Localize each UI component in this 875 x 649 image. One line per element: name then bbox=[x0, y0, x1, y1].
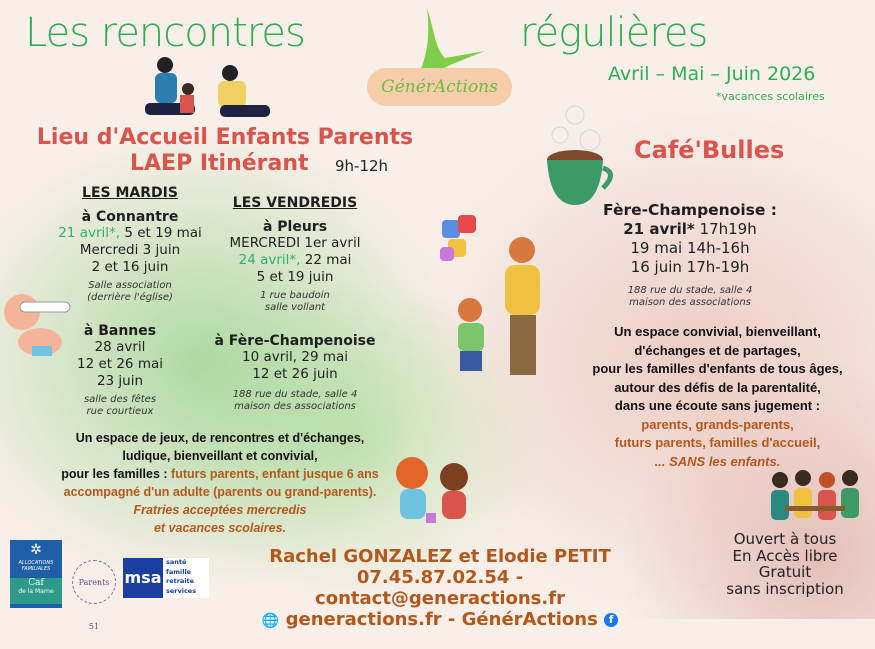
date-text: 5 et 19 juin bbox=[256, 269, 334, 285]
period: Avril – Mai – Juin 2026 bbox=[608, 63, 816, 85]
hummingbird-icon bbox=[365, 3, 515, 73]
date-text: 22 mai bbox=[300, 252, 352, 268]
date-text: Mercredi 3 juin bbox=[79, 242, 181, 258]
desc-line: accompagné d'un adulte (parents ou grand-parents). bbox=[63, 485, 377, 499]
access-line: sans inscription bbox=[726, 579, 844, 598]
desc-line: Un espace de jeux, de rencontres et d'échanges, bbox=[75, 431, 365, 445]
place-fere: à Fère-Champenoise bbox=[214, 333, 376, 349]
date-text: 5 et 19 mai bbox=[120, 225, 202, 241]
date-text: 28 avril bbox=[94, 339, 146, 355]
family-illustration bbox=[140, 55, 280, 125]
address: maison des associations bbox=[629, 297, 751, 308]
caf-logo bbox=[10, 540, 62, 608]
desc-line: d'échanges et de partages, bbox=[634, 342, 801, 358]
heading-mardis: LES MARDIS bbox=[82, 185, 178, 201]
date-text: 17h19h bbox=[694, 220, 757, 238]
cafe-title: Café'Bulles bbox=[634, 136, 785, 164]
address: 188 rue du stade, salle 4 bbox=[627, 285, 753, 296]
heading-vendredis: LES VENDREDIS bbox=[232, 195, 358, 211]
place-pleurs: à Pleurs bbox=[262, 219, 328, 235]
kids-playing-illustration bbox=[392, 455, 482, 530]
place-connantre: à Connantre bbox=[81, 209, 179, 225]
caf-people-icon: ✲ bbox=[30, 542, 42, 558]
desc-line: ... SANS les enfants. bbox=[654, 453, 781, 469]
date-text: 12 et 26 juin bbox=[252, 366, 338, 382]
cafe-place: Fère-Champenoise : bbox=[602, 201, 778, 219]
facebook-icon[interactable]: f bbox=[604, 613, 618, 627]
access-line: En Accès libre bbox=[732, 546, 838, 565]
msa-text: retraite bbox=[166, 577, 195, 585]
holiday-date: 21 avril* bbox=[623, 220, 695, 238]
logo-text: GénérActions bbox=[367, 68, 512, 106]
holiday-note: *vacances scolaires bbox=[716, 90, 825, 103]
website-link[interactable]: generactions.fr - GénérActions bbox=[285, 609, 598, 630]
holiday-date: 21 avril*, bbox=[58, 225, 121, 241]
generactions-logo bbox=[365, 3, 515, 108]
desc-line: Un espace convivial, bienveillant, bbox=[614, 324, 821, 339]
desc-line: dans une écoute sans jugement : bbox=[614, 398, 821, 413]
desc-line: ludique, bienveillant et convivial, bbox=[122, 449, 318, 463]
title-left: Les rencontres bbox=[25, 10, 305, 56]
group-illustration bbox=[765, 468, 865, 528]
date-text: 12 et 26 mai bbox=[76, 356, 163, 372]
date-text: 10 avril, 29 mai bbox=[241, 349, 348, 365]
caf-text: Caf bbox=[28, 578, 44, 588]
date-text: MERCREDI 1er avril bbox=[229, 235, 361, 251]
address: (derrière l'église) bbox=[87, 292, 173, 303]
caf-text: de la Marne bbox=[18, 588, 54, 595]
title-right: régulières bbox=[520, 10, 708, 56]
laep-title-line2: LAEP Itinérant bbox=[130, 151, 309, 176]
address: Salle association bbox=[88, 280, 172, 291]
laep-title-line1: Lieu d'Accueil Enfants Parents bbox=[36, 125, 414, 150]
address: rue courtieux bbox=[86, 406, 154, 417]
msa-mark: msa bbox=[123, 558, 163, 598]
place-bannes: à Bannes bbox=[83, 323, 157, 339]
msa-text: famille bbox=[166, 567, 192, 576]
contact-phone-email[interactable]: 07.45.87.02.54 - contact@generactions.fr bbox=[315, 567, 565, 609]
address: maison des associations bbox=[234, 401, 356, 412]
caf-text: ALLOCATIONS FAMILIALES bbox=[18, 560, 54, 572]
msa-text: services bbox=[166, 586, 197, 595]
date-text: 16 juin 17h-19h bbox=[630, 258, 750, 276]
contact-names: Rachel GONZALEZ et Elodie PETIT bbox=[269, 546, 611, 567]
access-line: Ouvert à tous bbox=[733, 530, 837, 548]
desc-line: autour des défis de la parentalité, bbox=[614, 379, 821, 395]
desc-line: Fratries acceptées mercredis bbox=[133, 503, 307, 517]
parents51-logo: Parents 51 bbox=[72, 560, 116, 604]
date-text: 23 juin bbox=[96, 373, 144, 389]
desc-line: futurs parents, enfant jusque 6 ans bbox=[171, 467, 379, 481]
address: salle des fêtes bbox=[83, 394, 157, 405]
address: 1 rue baudoin bbox=[260, 290, 330, 301]
desc-line: pour les familles : bbox=[61, 467, 172, 481]
coffee-cup-illustration bbox=[520, 100, 620, 215]
desc-line: pour les familles d'enfants de tous âges, bbox=[592, 361, 843, 376]
address: salle vollant bbox=[264, 302, 326, 313]
desc-line: et vacances scolaires. bbox=[153, 521, 287, 535]
date-text: 19 mai 14h-16h bbox=[630, 239, 750, 257]
baby-illustration bbox=[0, 290, 80, 360]
msa-logo bbox=[123, 558, 209, 598]
msa-text: santé bbox=[166, 558, 187, 566]
address: 188 rue du stade, salle 4 bbox=[232, 389, 358, 400]
desc-line: futurs parents, familles d'accueil, bbox=[614, 435, 821, 450]
holiday-date: 24 avril*, bbox=[238, 252, 301, 268]
date-text: 2 et 16 juin bbox=[91, 259, 169, 275]
globe-icon: 🌐 bbox=[261, 613, 280, 629]
laep-hours: 9h-12h bbox=[335, 157, 389, 175]
access-line: Gratuit bbox=[758, 563, 812, 581]
parent-child-illustration bbox=[440, 215, 555, 385]
desc-line: parents, grands-parents, bbox=[641, 416, 794, 432]
